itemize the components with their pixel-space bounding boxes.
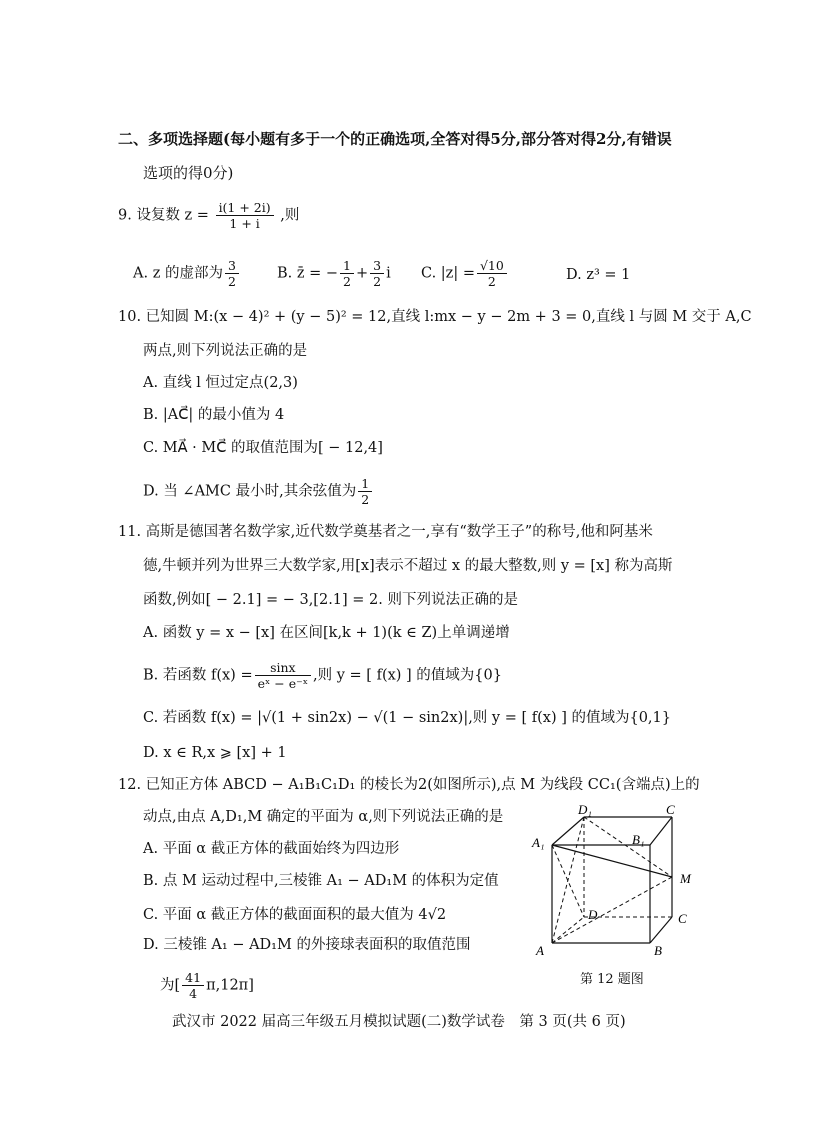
q9-a-num: 3 [225, 258, 239, 274]
q12-stem-line2: 动点,由点 A,D₁,M 确定的平面为 α,则下列说法正确的是 [143, 809, 504, 825]
label-c: C [678, 911, 687, 926]
q11-b-post: ,则 y = [ f(x) ] 的值域为{0} [313, 667, 502, 684]
q11-stem-line3: 函数,例如[ − 2.1] = − 3,[2.1] = 2. 则下列说法正确的是 [143, 592, 518, 608]
q9-b-mid: + [355, 265, 369, 282]
q9-b-post: i [386, 265, 391, 282]
label-d: D [588, 907, 598, 922]
edge-b1c1 [650, 817, 672, 845]
q12-d2-frac [182, 970, 204, 1001]
q11-option-d: D. x ∈ R,x ⩾ [x] + 1 [143, 745, 287, 761]
q9-b-num2: 3 [370, 258, 384, 274]
cube-figure [528, 805, 708, 969]
q9-stem-fraction [216, 200, 274, 231]
q10-option-d [143, 476, 374, 507]
q12-d2-num: 41 [182, 970, 204, 986]
q10-option-a: A. 直线 l 恒过定点(2,3) [143, 375, 298, 391]
q11-option-c: C. 若函数 f(x) = |√(1 + sin2x) − √(1 − sin2x)|,则 y = [ f(x) ] 的值域为{0,1} [143, 710, 671, 726]
q9-c-den: 2 [487, 274, 496, 289]
page-footer: 武汉市 2022 届高三年级五月模拟试题(二)数学试卷 第 3 页(共 6 页) [172, 1014, 626, 1030]
q9-a-text: A. z 的虚部为 [133, 265, 223, 282]
q9-option-d: D. z³ = 1 [566, 267, 631, 283]
segment-am [552, 877, 672, 943]
edge-ad [552, 917, 584, 943]
q12-option-a: A. 平面 α 截正方体的截面始终为四边形 [143, 841, 400, 857]
cube-diagram [528, 805, 708, 965]
label-c1: C [666, 805, 675, 817]
q10-stem-line2: 两点,则下列说法正确的是 [143, 343, 308, 359]
q9-stem [118, 200, 299, 231]
q10-d-frac [358, 476, 372, 507]
q9-c-text: C. |z| = [421, 265, 475, 282]
q12-option-d-line1: D. 三棱锥 A₁ − AD₁M 的外接球表面积的取值范围 [143, 937, 471, 953]
label-b1: B₁ [632, 832, 645, 847]
q9-c-num: √10 [477, 258, 507, 274]
q12-d2-den: 4 [189, 986, 198, 1001]
q9-b-den1: 2 [343, 274, 351, 289]
q12-d2-pre: 为[ [160, 977, 181, 994]
label-b: B [654, 943, 662, 958]
figure-caption: 第 12 题图 [580, 972, 644, 987]
q11-option-a: A. 函数 y = x − [x] 在区间[k,k + 1)(k ∈ Z)上单调递增 [143, 625, 510, 641]
q12-option-c: C. 平面 α 截正方体的截面面积的最大值为 4√2 [143, 907, 447, 923]
q11-b-den: eˣ − e⁻ˣ [257, 676, 309, 691]
q10-d-num: 1 [358, 476, 372, 492]
q9-option-c [421, 258, 509, 289]
q11-b-num: sinx [255, 660, 311, 676]
q10-option-c: C. MA⃗ · MC⃗ 的取值范围为[ − 12,4] [143, 440, 383, 456]
segment-d1m [584, 817, 672, 877]
label-a1: A₁ [532, 835, 545, 850]
q9-b-num1: 1 [340, 258, 354, 274]
q11-b-text: B. 若函数 f(x) = [143, 667, 253, 684]
label-a: A [536, 943, 544, 958]
label-m: M [680, 871, 691, 886]
q9-b-frac2 [370, 258, 384, 289]
q9-frac-num: i(1 + 2i) [216, 200, 274, 216]
q12-stem-line1: 12. 已知正方体 ABCD − A₁B₁C₁D₁ 的棱长为2(如图所示),点 M 为线段 CC₁(含端点)上的 [118, 777, 700, 793]
q9-b-den2: 2 [373, 274, 382, 289]
q10-option-b: B. |AC⃗| 的最小值为 4 [143, 407, 285, 423]
edge-bc [650, 917, 672, 943]
q9-option-b [277, 258, 391, 289]
q9-option-a [133, 258, 241, 289]
q12-option-d-line2 [160, 970, 254, 1001]
q12-option-b: B. 点 M 运动过程中,三棱锥 A₁ − AD₁M 的体积为定值 [143, 873, 499, 889]
q12-d2-post: π,12π] [206, 977, 254, 994]
q9-b-text: B. z̄ = − [277, 265, 339, 282]
q9-stem-pre: 9. 设复数 z = [118, 207, 209, 224]
section-title: 二、多项选择题(每小题有多于一个的正确选项,全答对得5分,部分答对得2分,有错误 [118, 130, 672, 148]
label-d1: D₁ [578, 805, 592, 817]
q10-d-den: 2 [361, 492, 370, 507]
q11-stem-line2: 德,牛顿并列为世界三大数学家,用[x]表示不超过 x 的最大整数,则 y = [x] 称为高斯 [143, 558, 673, 574]
q10-d-text: D. 当 ∠AMC 最小时,其余弦值为 [143, 483, 357, 500]
q9-frac-den: 1 + i [229, 216, 260, 231]
q11-b-frac [255, 660, 311, 691]
q9-c-frac [477, 258, 507, 289]
q9-stem-post: ,则 [280, 207, 300, 224]
section-title-cont: 选项的得0分) [143, 164, 234, 182]
q11-option-b [143, 660, 502, 691]
q9-b-frac1 [340, 258, 354, 289]
q11-stem-line1: 11. 高斯是德国著名数学家,近代数学奠基者之一,享有“数学王子”的称号,他和阿基米 [118, 524, 653, 540]
q9-a-den: 2 [227, 274, 236, 289]
edge-a1d1 [552, 817, 584, 845]
q9-a-frac [225, 258, 239, 289]
q10-stem-line1: 10. 已知圆 M:(x − 4)² + (y − 5)² = 12,直线 l:mx − y − 2m + 3 = 0,直线 l 与圆 M 交于 A,C [118, 309, 752, 325]
